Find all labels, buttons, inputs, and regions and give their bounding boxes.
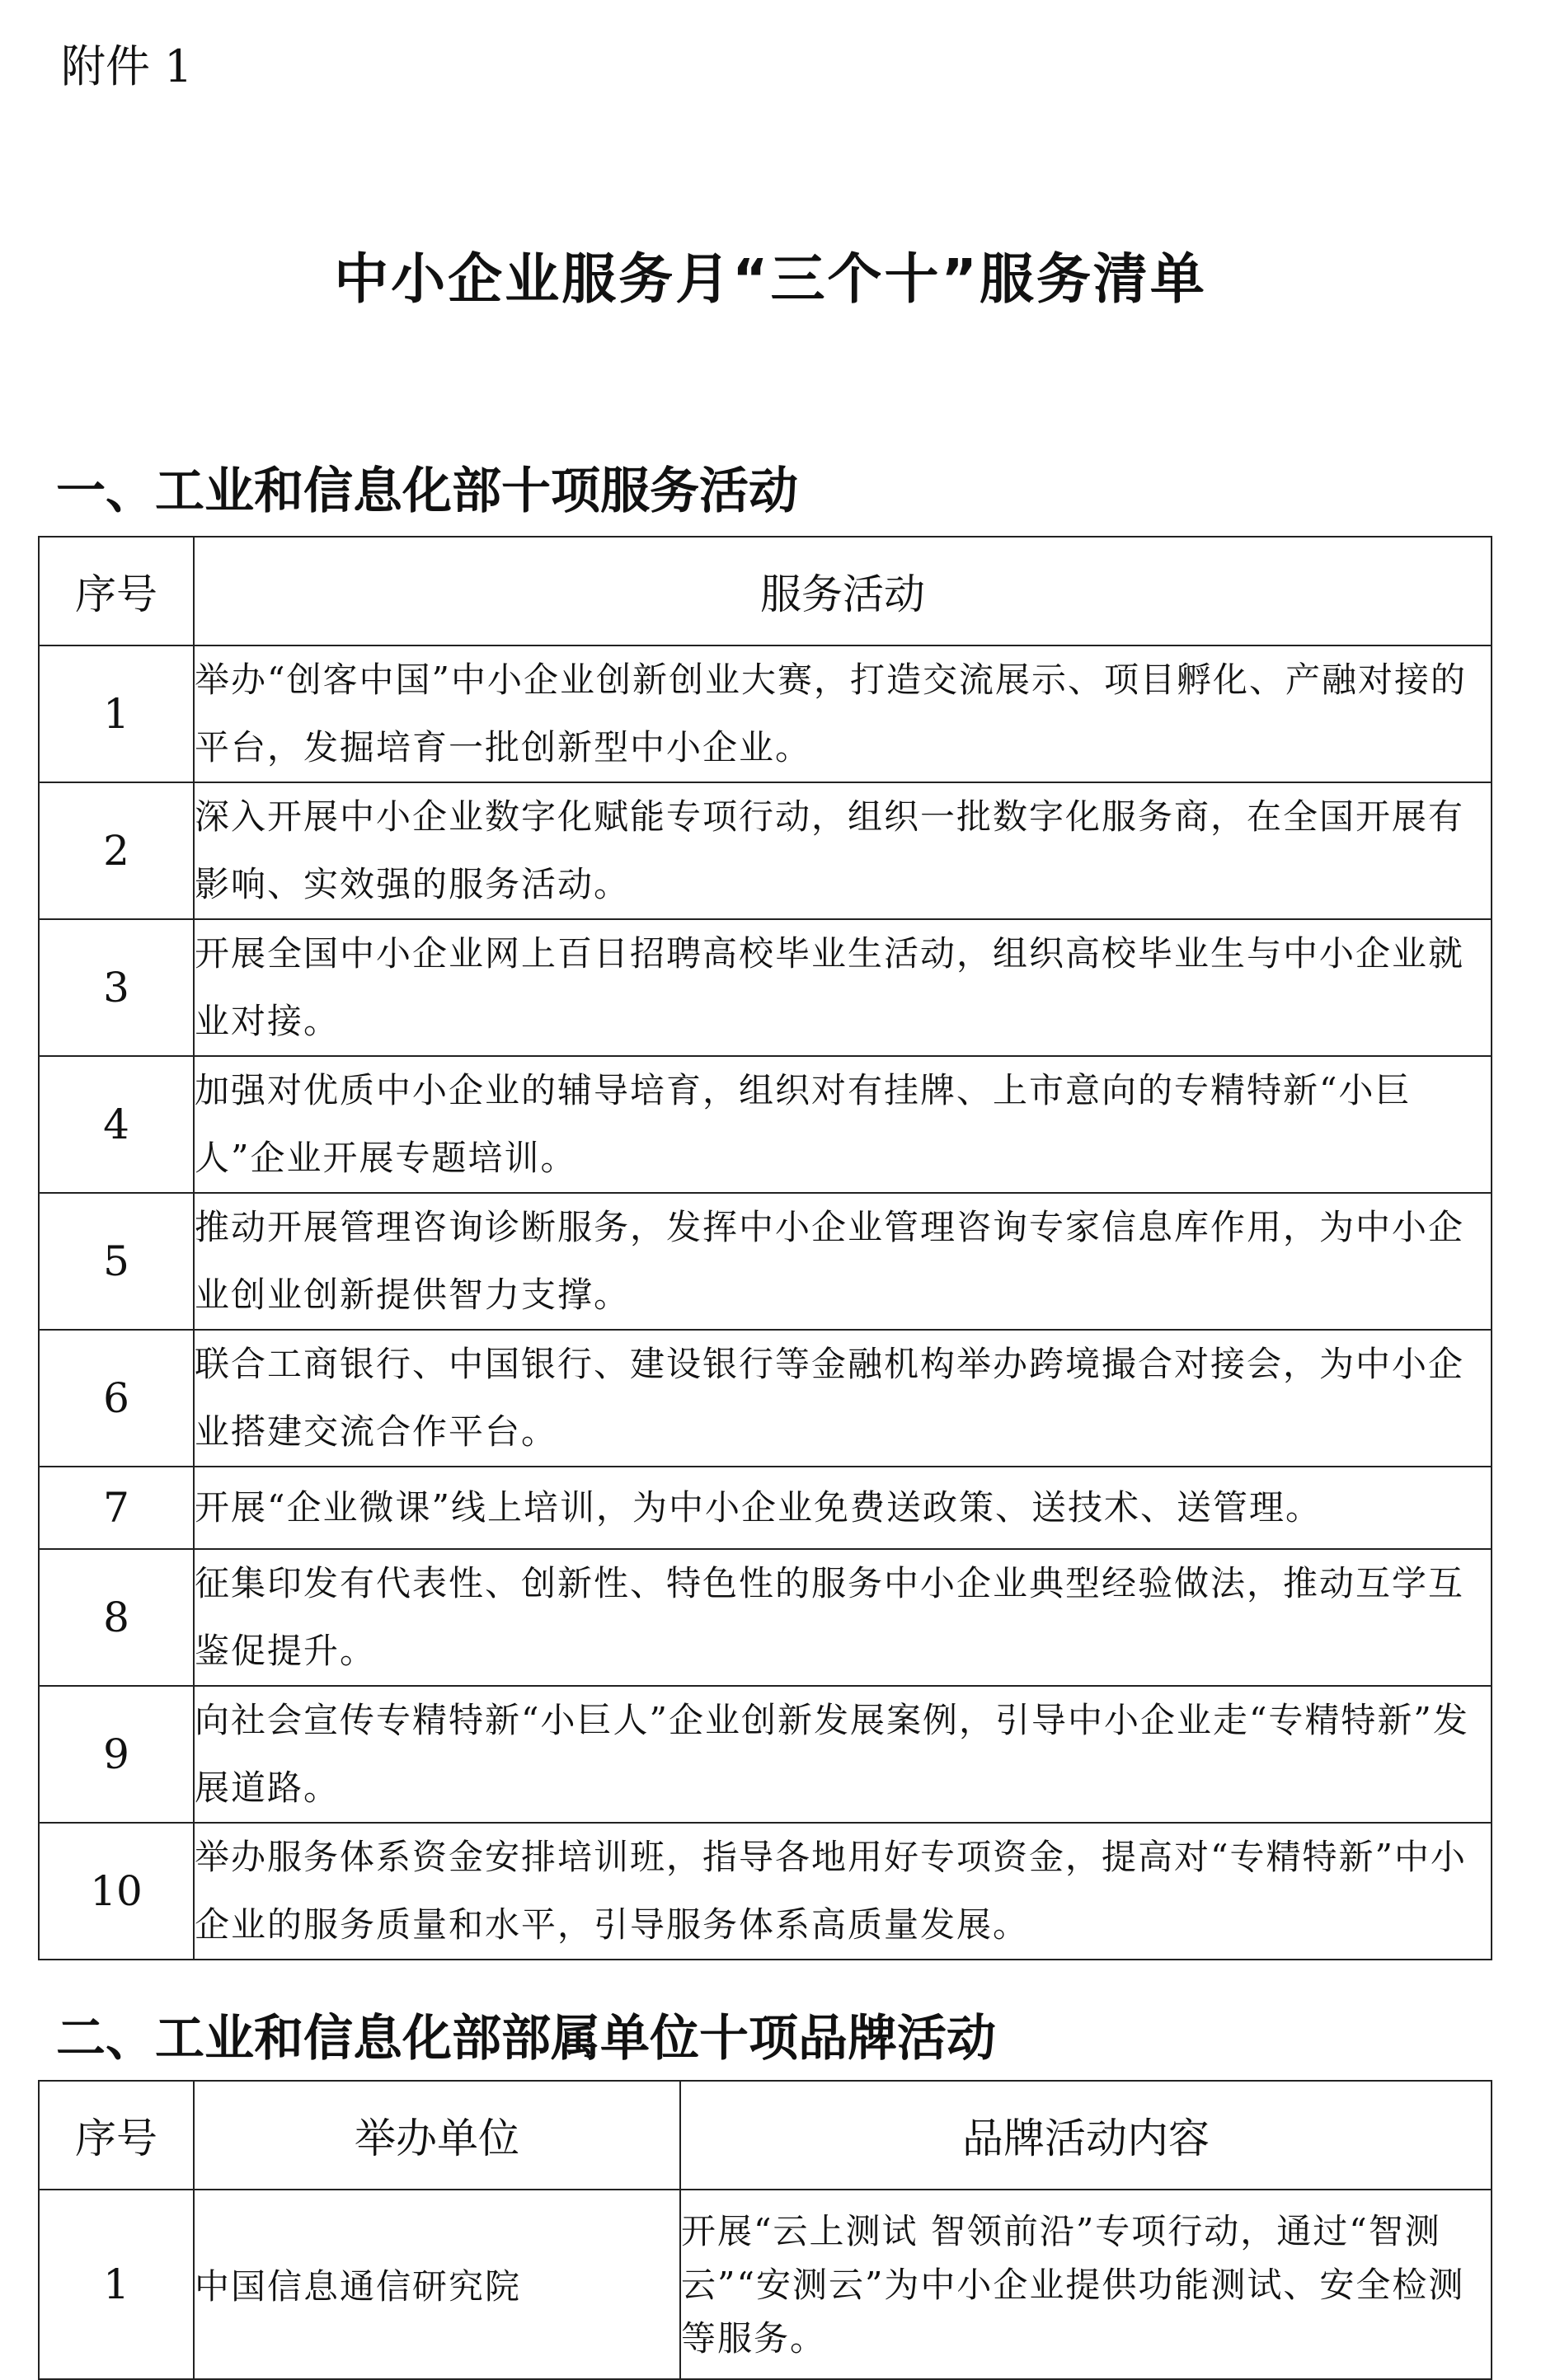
- row-number: 8: [39, 1549, 194, 1686]
- table-row: [39, 1549, 1492, 1686]
- section-1-heading: 一、工业和信息化部十项服务活动: [56, 462, 798, 520]
- activity-text: 向社会宣传专精特新“小巨人”企业创新发展案例，引导中小企业走“专精特新”发展道路。: [194, 1686, 1492, 1823]
- table-row: [39, 1193, 1492, 1330]
- activity-text: 征集印发有代表性、创新性、特色性的服务中小企业典型经验做法，推动互学互鉴促提升。: [194, 1549, 1492, 1686]
- table-row: [39, 1686, 1492, 1823]
- brand-activity-content: 开展“云上测试 智领前沿”专项行动，通过“智测云”“安测云”为中小企业提供功能测试、安全检测等服务。: [680, 2190, 1492, 2379]
- row-number: 2: [39, 782, 194, 919]
- row-number: 7: [39, 1467, 194, 1549]
- activity-text: 开展“企业微课”线上培训，为中小企业免费送政策、送技术、送管理。: [194, 1467, 1492, 1549]
- table-row: [39, 1467, 1492, 1549]
- row-number: 3: [39, 919, 194, 1056]
- column-header-no: 序号: [39, 2081, 194, 2190]
- activity-text: 推动开展管理咨询诊断服务，发挥中小企业管理咨询专家信息库作用，为中小企业创业创新提供智力支撑。: [194, 1193, 1492, 1330]
- row-number: 6: [39, 1330, 194, 1467]
- column-header-activity: 服务活动: [194, 537, 1492, 645]
- table-row: [39, 1823, 1492, 1960]
- activity-text: 深入开展中小企业数字化赋能专项行动，组织一批数字化服务商，在全国开展有影响、实效强的服务活动。: [194, 782, 1492, 919]
- section-2-heading: 二、工业和信息化部部属单位十项品牌活动: [56, 2010, 996, 2068]
- column-header-unit: 举办单位: [194, 2081, 680, 2190]
- brand-activities-table: [38, 2080, 1492, 2380]
- row-number: 1: [39, 645, 194, 782]
- table-row: [39, 2190, 1492, 2379]
- table-row: [39, 1330, 1492, 1467]
- table-row: [39, 782, 1492, 919]
- column-header-content: 品牌活动内容: [680, 2081, 1492, 2190]
- attachment-label: 附件 1: [61, 40, 193, 92]
- row-number: 4: [39, 1056, 194, 1193]
- table-row: [39, 1056, 1492, 1193]
- organizer-unit: 中国信息通信研究院: [194, 2190, 680, 2379]
- row-number: 10: [39, 1823, 194, 1960]
- row-number: 1: [39, 2190, 194, 2379]
- row-number: 9: [39, 1686, 194, 1823]
- activity-text: 开展全国中小企业网上百日招聘高校毕业生活动，组织高校毕业生与中小企业就业对接。: [194, 919, 1492, 1056]
- activity-text: 举办服务体系资金安排培训班，指导各地用好专项资金，提高对“专精特新”中小企业的服务质量和水平，引导服务体系高质量发展。: [194, 1823, 1492, 1960]
- service-activities-table: [38, 536, 1492, 1960]
- page-title: 中小企业服务月“三个十”服务清单: [334, 247, 1207, 311]
- activity-text: 举办“创客中国”中小企业创新创业大赛，打造交流展示、项目孵化、产融对接的平台，发掘培育一批创新型中小企业。: [194, 645, 1492, 782]
- activity-text: 联合工商银行、中国银行、建设银行等金融机构举办跨境撮合对接会，为中小企业搭建交流合作平台。: [194, 1330, 1492, 1467]
- row-number: 5: [39, 1193, 194, 1330]
- table-row: [39, 919, 1492, 1056]
- activity-text: 加强对优质中小企业的辅导培育，组织对有挂牌、上市意向的专精特新“小巨人”企业开展专题培训。: [194, 1056, 1492, 1193]
- column-header-no: 序号: [39, 537, 194, 645]
- table-row: [39, 645, 1492, 782]
